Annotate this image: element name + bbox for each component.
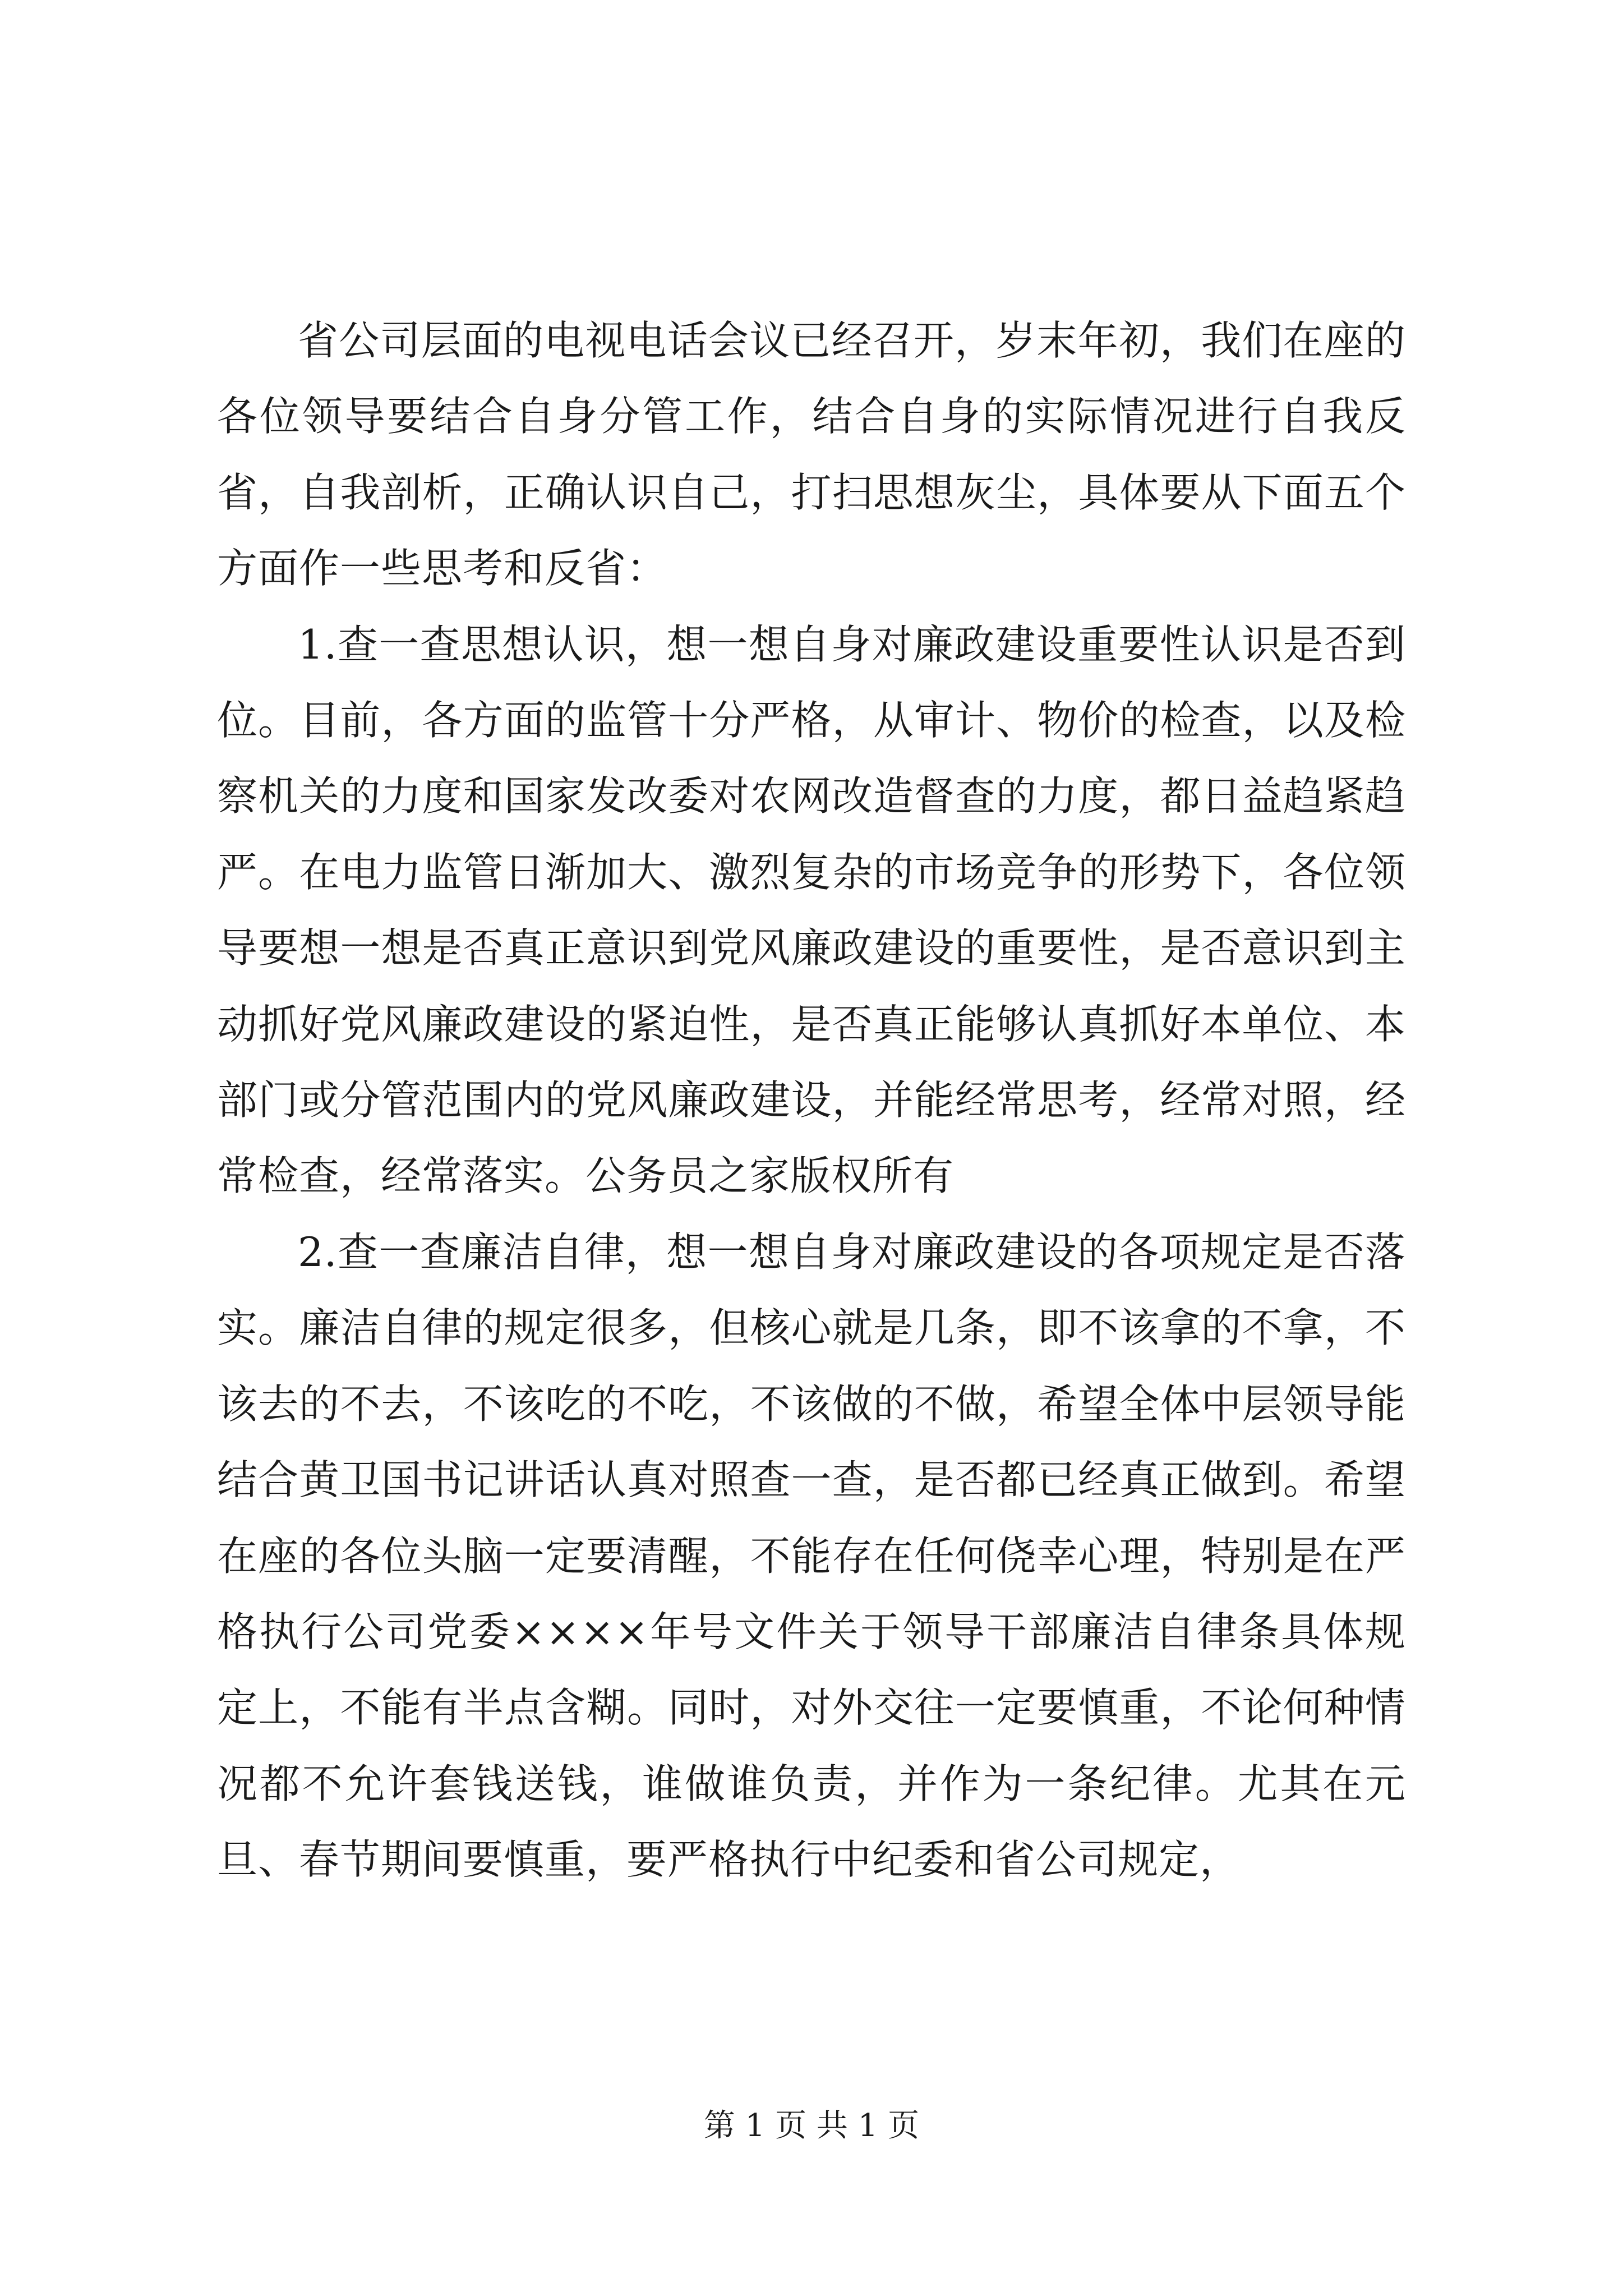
paragraph-item-1: 1.查一查思想认识，想一想自身对廉政建设重要性认识是否到位。目前，各方面的监管十分严格，从审计、物价的检查，以及检察机关的力度和国家发改委对农网改造督查的力度，都日益趋紧趋严。在电力监管日渐加大、激烈复杂的市场竞争的形势下，各位领导要想一想是否真正意识到党风廉政建设的重要性，是否意识到主动抓好党风廉政建设的紧迫性，是否真正能够认真抓好本单位、本部门或分管范围内的党风廉政建设，并能经常思考，经常对照，经常检查，经常落实。公务员之家版权所有	[217, 620, 1406, 1200]
page-footer: 第 1 页 共 1 页	[703, 2108, 920, 2144]
paragraph-item-2: 2.查一查廉洁自律，想一想自身对廉政建设的各项规定是否落实。廉洁自律的规定很多，但核心就是几条，即不该拿的不拿，不该去的不去，不该吃的不吃，不该做的不做，希望全体中层领导能结合黄卫国书记讲话认真对照查一查，是否都已经真正做到。希望在座的各位头脑一定要清醒，不能存在任何侥幸心理，特别是在严格执行公司党委××××年号文件关于领导干部廉洁自律条具体规定上，不能有半点含糊。同时，对外交往一定要慎重，不论何种情况都不允许套钱送钱，谁做谁负责，并作为一条纪律。尤其在元旦、春节期间要慎重，要严格执行中纪委和省公司规定，	[217, 1228, 1406, 1884]
paragraph-intro: 省公司层面的电视电话会议已经召开，岁末年初，我们在座的各位领导要结合自身分管工作，结合自身的实际情况进行自我反省，自我剖析，正确认识自己，打扫思想灰尘，具体要从下面五个方面作一些思考和反省：	[217, 317, 1406, 592]
document-body	[217, 303, 1406, 1898]
